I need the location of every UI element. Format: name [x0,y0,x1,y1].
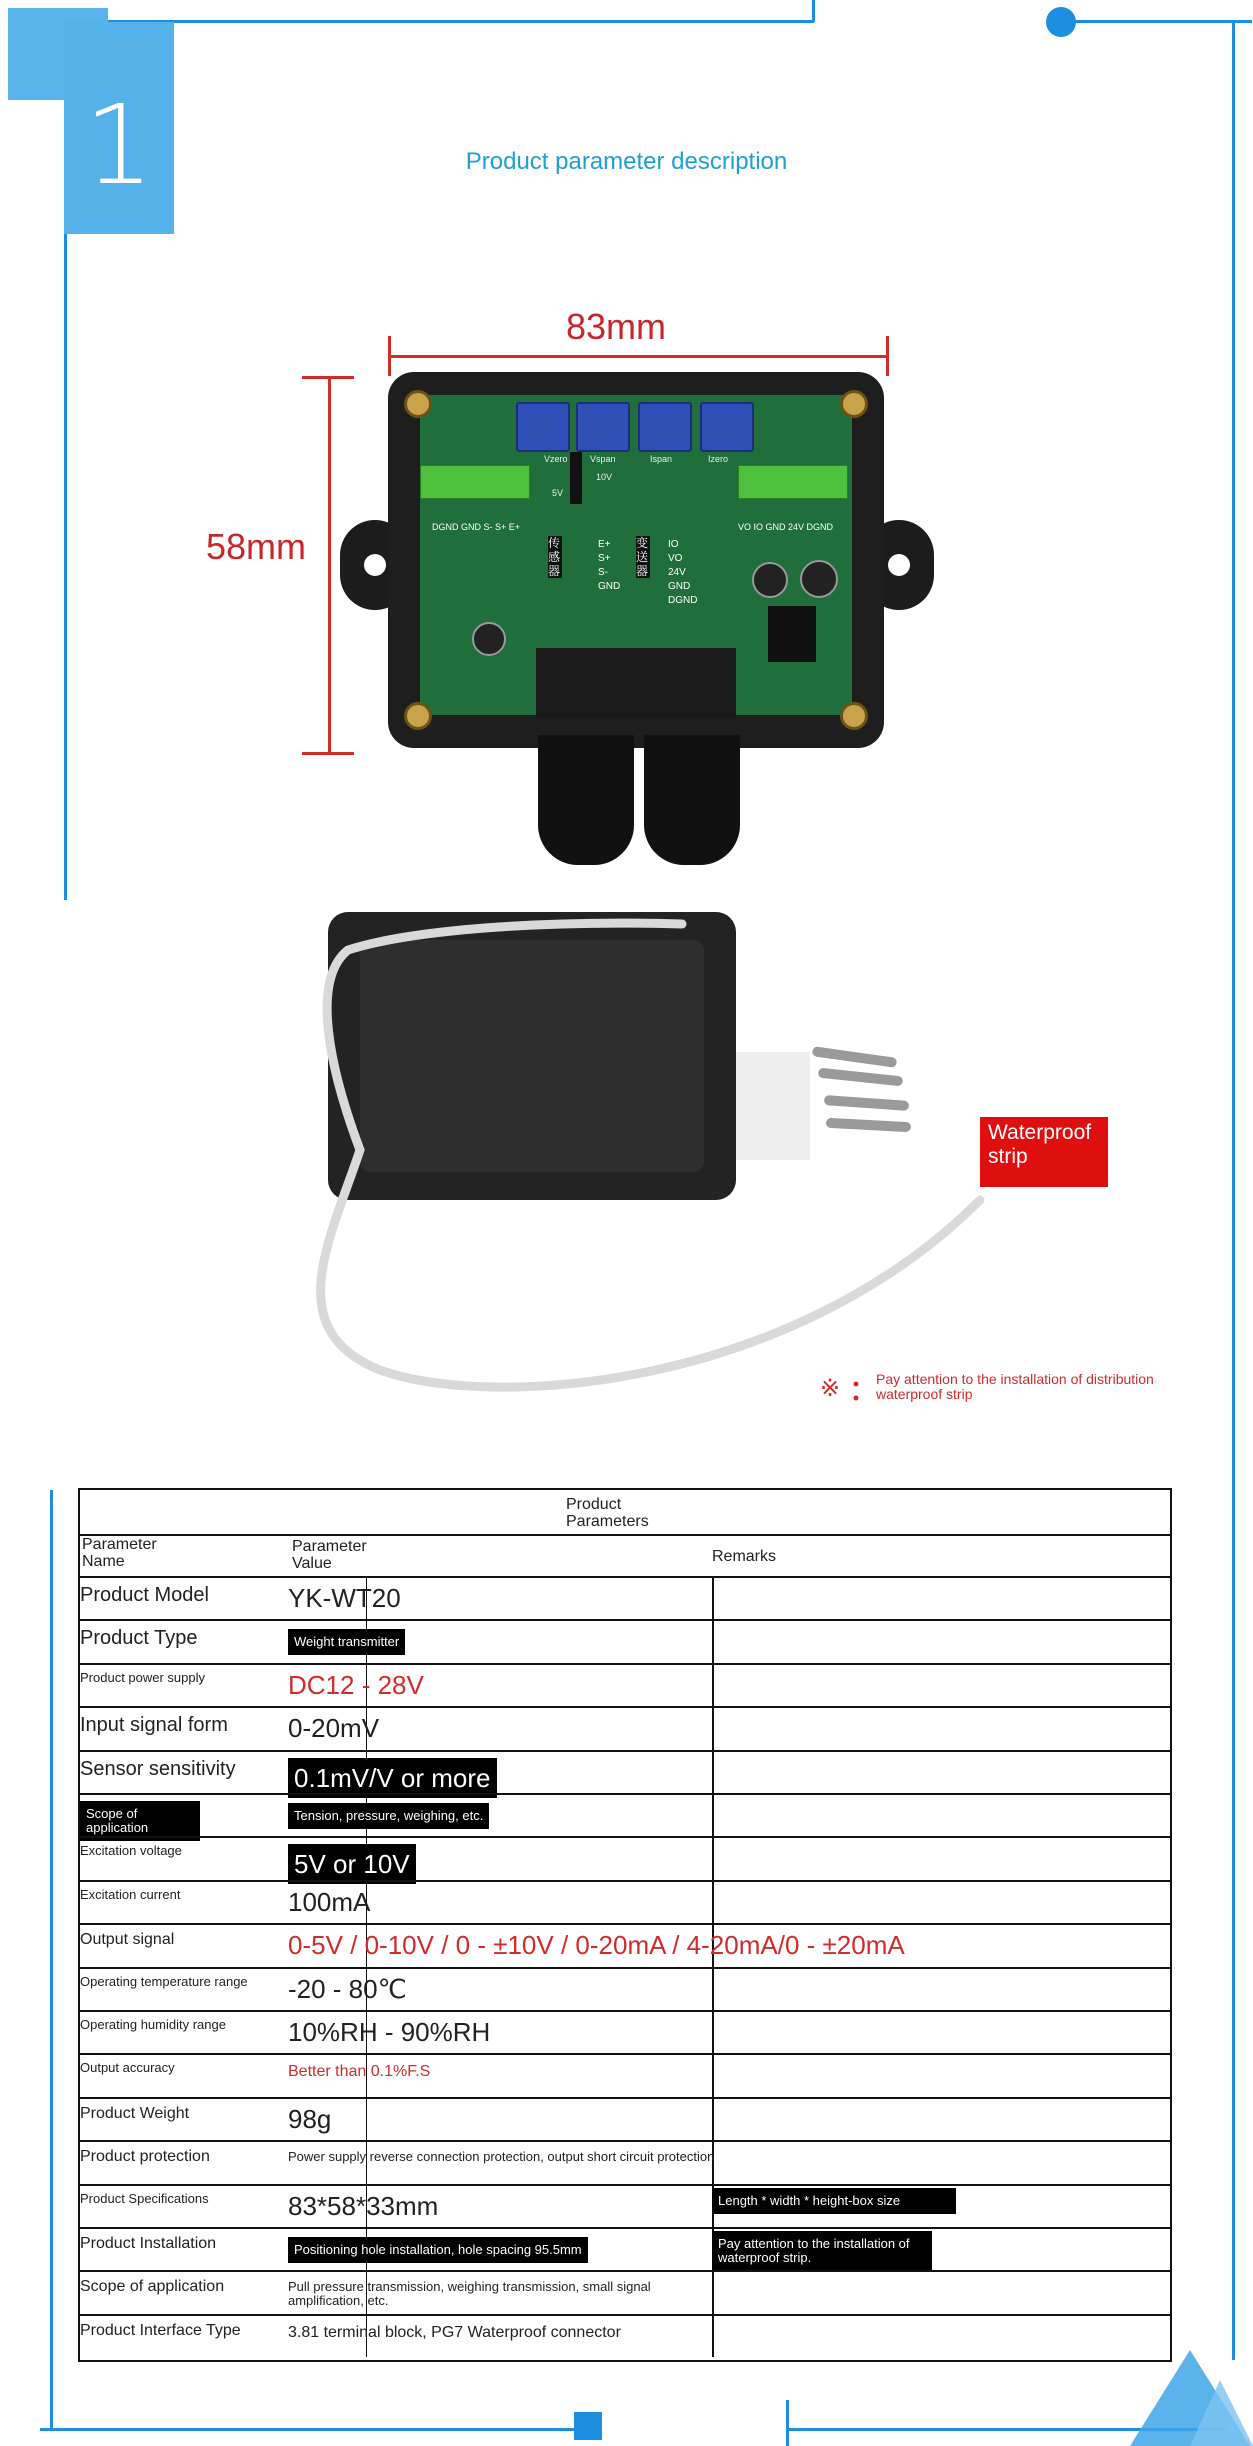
table-title: Product Parameters [566,1496,649,1530]
jumper-label-5v: 5V [552,488,564,498]
header-remarks: Remarks [712,1548,777,1565]
frame-line-bottom-stub [786,2400,789,2446]
capacitor-left [472,622,506,656]
table-row-line [78,2010,1172,2012]
table-row-14-name: Product protection [80,2148,210,2166]
table-row-line [78,1967,1172,1969]
transmitter-block-label: 变送器 [636,536,649,578]
sensor-pins [598,538,630,594]
table-row-16-remark: Pay attention to the installation of waterproof strip. [712,2231,932,2271]
frame-dot [1046,7,1076,37]
table-row-17-name: Scope of application [80,2278,225,2296]
table-row-15-remark: Length * width * height-box size [712,2188,956,2214]
table-row-11-value: 10%RH - 90%RH [288,2017,491,2047]
cable-gland-left [538,735,634,865]
table-row-13-name: Product Weight [80,2104,190,2122]
table-row-18-name: Product Interface Type [80,2321,241,2339]
section-number: 1 [84,81,154,209]
table-row-8-name: Excitation current [80,1886,181,1902]
sensor-pin-s-plus: S+ [598,553,611,564]
corner-screw-top-left [404,390,432,418]
table-row-5-name: Sensor sensitivity [80,1757,236,1780]
table-row-7-name: Excitation voltage [80,1843,182,1859]
table-row-3-value: DC12 - 28V [288,1669,424,1700]
potentiometer-vspan [576,402,630,452]
jumper-label-10v: 10V [596,472,613,482]
waterproof-strip [290,910,1030,1410]
width-dimension-tick-left [388,336,391,376]
transmitter-pins [668,538,702,608]
frame-line-top-right [1062,20,1252,23]
table-row-line [78,2270,1172,2272]
table-row-16-name: Product Installation [80,2235,217,2252]
table-row-11-name: Operating humidity range [80,2017,226,2032]
potentiometer-ispan [638,402,692,452]
table-row-10-name: Operating temperature range [80,1973,248,1989]
capacitor-mid [752,562,788,598]
left-terminal-labels: DGND GND S- S+ E+ [432,522,521,532]
table-row-9-value: 0-5V / 0-10V / 0 - ±10V / 0-20mA / 4-20mA/0 - ±20mA [288,1930,905,1961]
width-dimension-line [388,355,888,358]
table-row-9-name: Output signal [80,1931,175,1949]
table-column-line [712,1793,714,1836]
transmitter-pin-vo: VO [668,553,683,564]
frame-square [574,2412,602,2440]
corner-screw-bottom-left [404,702,432,730]
table-row-line [78,2227,1172,2229]
pot-label-vzero: Vzero [544,454,568,464]
pot-label-izero: Izero [708,454,729,464]
table-row-line [78,2053,1172,2055]
table-row-8-value: 100mA [288,1886,371,1917]
sensor-pin-gnd: GND [598,581,621,592]
table-row-2-name: Product Type [80,1627,198,1650]
table-row-5-value: 0.1mV/V or more [288,1758,497,1798]
table-row-12-name: Output accuracy [80,2060,175,2076]
frame-line-bottom-left [40,2428,580,2431]
transmitter-pin-gnd: GND [668,581,691,592]
frame-line-left-lower [50,1490,53,2430]
sensor-block-label: 传感器 [548,536,561,578]
transmitter-pin-io: IO [668,539,679,550]
table-row-4-value: 0-20mV [288,1713,380,1744]
potentiometer-vzero [516,402,570,452]
transmitter-pin-24v: 24V [668,567,686,578]
terminal-block-left [420,465,530,499]
table-row-line [78,1576,1172,1578]
table-row-line [78,2097,1172,2099]
table-row-12-value: Better than 0.1%F.S [288,2063,431,2081]
width-dimension-tick-right [886,336,889,376]
table-row-line [78,1619,1172,1621]
frame-line-top-left [64,20,814,23]
table-row-line [78,1836,1172,1838]
capacitor-right [800,560,838,598]
table-row-15-value: 83*58*33mm [288,2190,439,2221]
frame-line-right [1232,20,1235,2360]
table-column-line [712,1619,714,1662]
table-row-17-value: Pull pressure transmission, weighing transmission, small signal amplification, etc. [288,2279,651,2309]
table-row-line [78,2140,1172,2142]
pot-label-ispan: Ispan [650,454,673,464]
table-row-7-value: 5V or 10V [288,1844,416,1884]
installation-note: Pay attention to the installation of distribution waterproof strip [876,1371,1154,1402]
pot-label-vspan: Vspan [590,454,616,464]
table-row-line [78,1663,1172,1665]
transmitter-pin-dgnd: DGND [668,595,698,606]
table-row-16-value: Positioning hole installation, hole spacing 95.5mm [288,2237,588,2263]
table-row-line [78,2314,1172,2316]
height-dimension-tick-top [302,376,354,379]
header-parameter-value: Parameter Value [292,1538,367,1572]
table-column-line [712,1836,714,1879]
table-row-13-value: 98g [288,2103,332,2134]
potentiometer-izero [700,402,754,452]
width-dimension-label: 83mm [566,306,667,347]
height-dimension-line [328,376,331,754]
table-column-line [712,1750,714,1793]
jumper-header [570,452,582,504]
table-row-14-value: Power supply reverse connection protection, output short circuit protection [288,2149,715,2165]
table-row-line [78,1880,1172,1882]
table-row-1-name: Product Model [80,1584,209,1606]
sensor-pin-e-plus: E+ [598,539,611,550]
table-row-line [78,1750,1172,1752]
table-line-title [78,1534,1172,1536]
cable-gland-housing [536,648,736,718]
header-parameter-name: Parameter Name [82,1536,157,1570]
table-row-2-value: Weight transmitter [288,1629,405,1655]
voltage-regulator [768,606,816,662]
table-row-18-value: 3.81 terminal block, PG7 Waterproof connector [288,2323,621,2341]
right-terminal-labels: VO IO GND 24V DGND [738,522,834,532]
table-row-4-name: Input signal form [80,1714,228,1737]
table-row-1-value: YK-WT20 [288,1583,401,1613]
table-row-3-name: Product power supply [80,1669,206,1685]
section-title: Product parameter description [465,148,788,175]
table-row-line [78,2184,1172,2186]
terminal-block-right [738,465,848,499]
attention-mark-icon [820,1372,862,1406]
svg-text:※: ※ [820,1374,841,1402]
table-row-line [78,1923,1172,1925]
table-row-15-name: Product Specifications [80,2190,209,2206]
frame-line-top-stub [812,0,815,22]
table-row-6-value: Tension, pressure, weighing, etc. [288,1803,489,1829]
corner-screw-bottom-right [840,702,868,730]
waterproof-strip-label: Waterproof strip [980,1117,1108,1187]
table-row-line [78,1706,1172,1708]
height-dimension-label: 58mm [206,526,307,567]
table-row-10-value: -20 - 80℃ [288,1973,407,2004]
table-row-line [78,1793,1172,1795]
corner-screw-top-right [840,390,868,418]
sensor-pin-s-minus: S- [598,567,608,578]
cable-gland-right [644,735,740,865]
height-dimension-tick-bottom [302,752,354,755]
table-row-6-name: Scope of application [80,1801,200,1841]
